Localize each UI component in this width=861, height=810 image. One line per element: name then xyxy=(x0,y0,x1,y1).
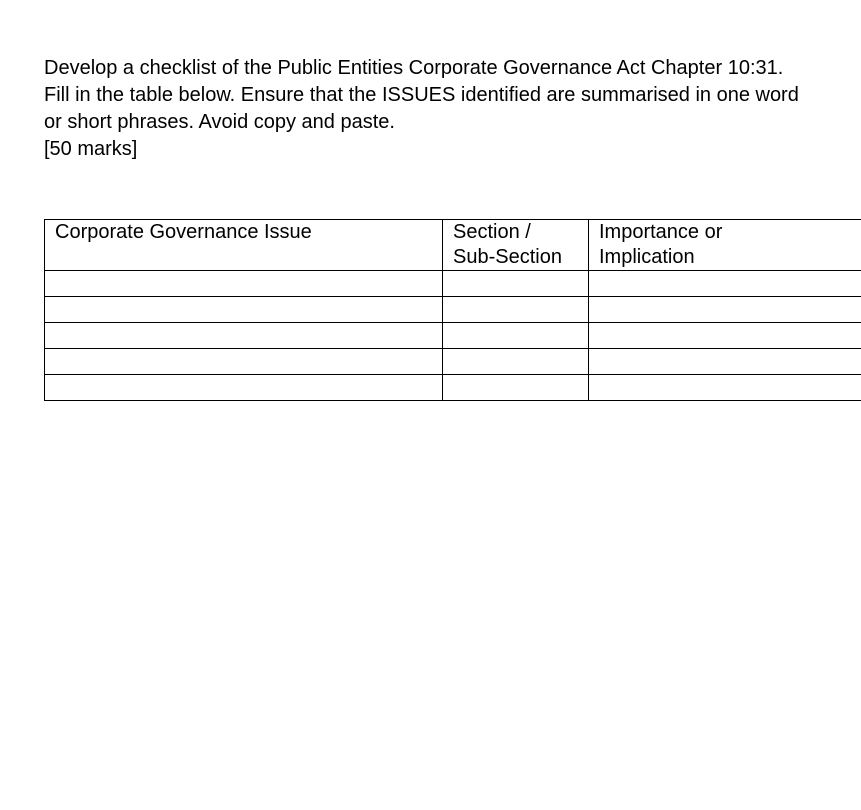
header-issue xyxy=(45,220,443,271)
header-importance-label: Implication xyxy=(599,246,695,268)
checklist-table xyxy=(44,219,861,401)
marks-label: [50 marks] xyxy=(44,138,138,160)
table-row xyxy=(45,375,861,401)
header-section-label: Section / xyxy=(453,221,531,243)
header-importance xyxy=(589,220,861,271)
header-section-label: Sub-Section xyxy=(453,246,562,268)
header-issue-label: Corporate Governance Issue xyxy=(55,221,312,243)
cell-issue[interactable] xyxy=(45,271,443,297)
cell-section[interactable] xyxy=(443,323,589,349)
cell-section[interactable] xyxy=(443,271,589,297)
cell-importance[interactable] xyxy=(589,349,861,375)
cell-issue[interactable] xyxy=(45,297,443,323)
table-row xyxy=(45,349,861,375)
instruction-line: or short phrases. Avoid copy and paste. xyxy=(44,111,395,133)
table-row xyxy=(45,297,861,323)
cell-issue[interactable] xyxy=(45,349,443,375)
cell-issue[interactable] xyxy=(45,323,443,349)
cell-importance[interactable] xyxy=(589,323,861,349)
cell-section[interactable] xyxy=(443,375,589,401)
header-importance-label: Importance or xyxy=(599,221,723,243)
cell-importance[interactable] xyxy=(589,297,861,323)
instruction-line: Fill in the table below. Ensure that the ISSUES identified are summarised in one word xyxy=(44,84,799,106)
assignment-instructions xyxy=(44,55,861,163)
table-row xyxy=(45,271,861,297)
cell-issue[interactable] xyxy=(45,375,443,401)
table-row xyxy=(45,323,861,349)
cell-section[interactable] xyxy=(443,297,589,323)
header-section xyxy=(443,220,589,271)
cell-importance[interactable] xyxy=(589,375,861,401)
cell-section[interactable] xyxy=(443,349,589,375)
table-header-row xyxy=(45,220,861,271)
cell-importance[interactable] xyxy=(589,271,861,297)
instruction-line: Develop a checklist of the Public Entities Corporate Governance Act Chapter 10:31. xyxy=(44,57,784,79)
